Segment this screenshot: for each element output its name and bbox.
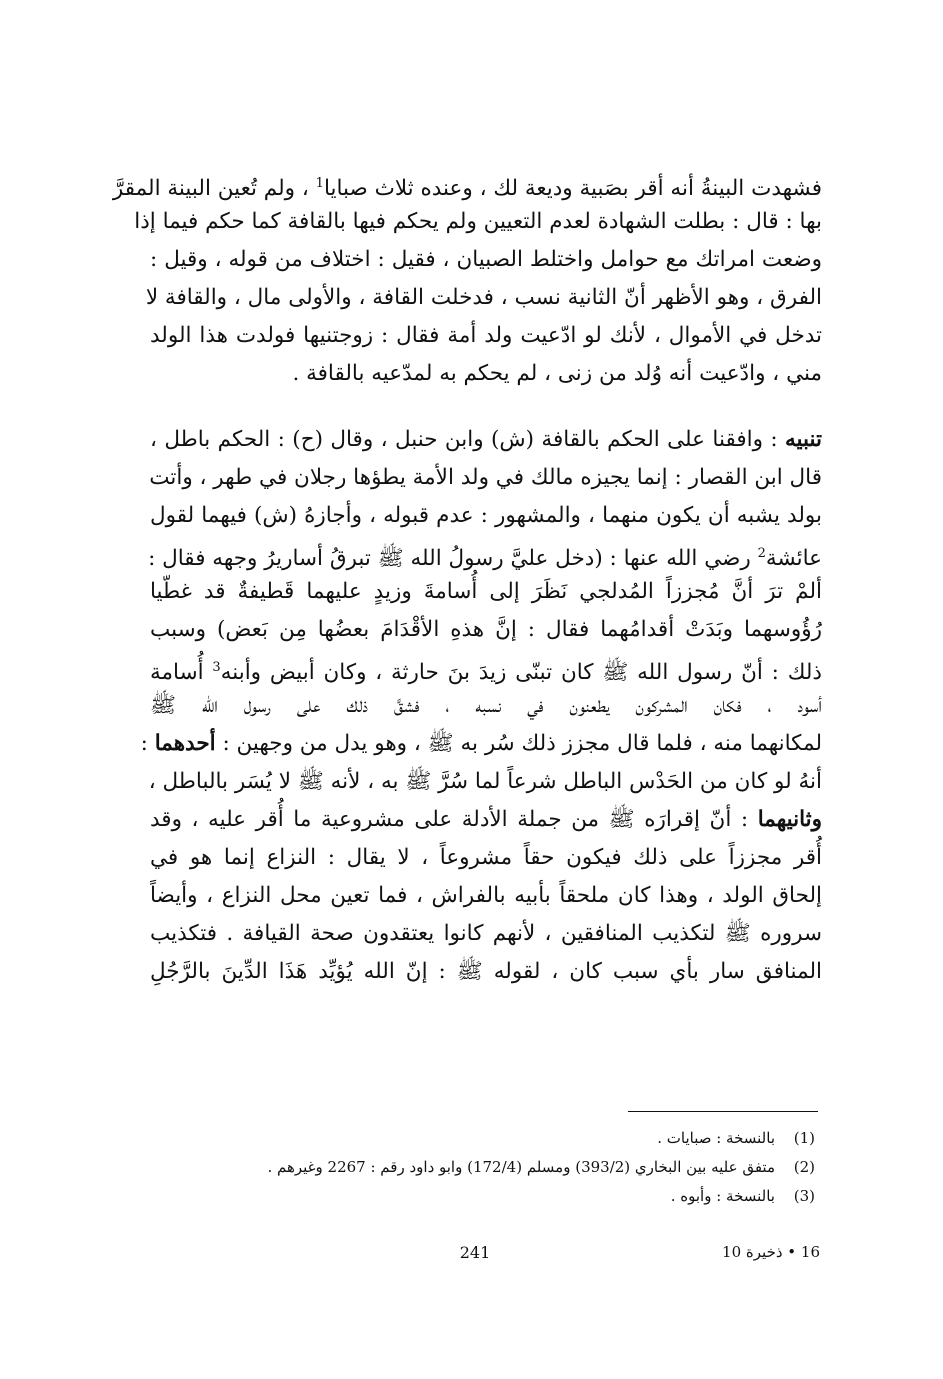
text-segment: ذلك : أنّ رسول الله ﷺ كان تبنّى زيدَ بنَ حارثة ، وكان أبيض وأبنه (220, 660, 822, 686)
main-text (112, 165, 822, 991)
text-line: رُؤُوسهما وبَدَتْ أقدامُهما فقال : إنَّ هذهِ الأقْدَامَ بعضُها مِن بَعض) وسبب (150, 617, 822, 642)
footnote-number: (3) (793, 1187, 815, 1205)
footnote-item (180, 1153, 815, 1182)
paragraph-gap (150, 393, 822, 421)
text-line: ألمْ ترَ أنَّ مُجززاً المُدلجي نَظَرَ إلى أُسامةَ وزيدٍ عليهما قَطيفةٌ قد غطّيا (150, 579, 822, 604)
text-segment: رضي الله عنها : (دخل عليَّ رسولُ الله ﷺ تبرقُ أساريرُ وجهه فقال : (148, 546, 751, 572)
text-segment: : أنّ إقرارَه ﷺ من جملة الأدلة على مشروعية ما أُقر عليه ، وقد (150, 807, 758, 832)
text-line: بها : قال : بطلت الشهادة لعدم التعيين ولم يحكم فيها بالقافة كما حكم فيما إذا (134, 209, 822, 234)
footnote-marker: 3 (212, 660, 221, 675)
footnote-number: (2) (793, 1158, 815, 1176)
note-label: تنبيه (785, 427, 822, 452)
first-point-label: أحدهما (154, 731, 216, 756)
text-line (150, 801, 822, 839)
text-line: أُقر مجززاً على ذلك فيكون حقاً مشروعاً ، لا يقال : النزاع إنما هو في (150, 845, 822, 870)
text-line: أسود ، فكان المشركون يطعنون في نسبه ، فشقَّ ذلك على رسول الله ﷺ (150, 693, 822, 718)
footnote-marker: 1 (315, 176, 324, 191)
text-line: وضعت امراتك مع حوامل واختلط الصبيان ، فقيل : اختلاف من قوله ، وقيل : (150, 247, 822, 272)
text-line: المنافق سار بأي سبب كان ، لقوله ﷺ : إنّ الله يُؤيِّد هَذَا الدِّينَ بالرَّجُلِ (150, 959, 822, 984)
footnote-number: (1) (793, 1129, 815, 1147)
footnote-divider (628, 1111, 818, 1112)
footnote-item (180, 1124, 815, 1153)
footnote-item (180, 1182, 815, 1211)
text-line: بولد يشبه أن يكون منهما ، والمشهور : عدم قبوله ، وأجازهُ (ش) فيهما لقول (150, 503, 822, 528)
footnotes (180, 1124, 815, 1211)
text-line: الفرق ، وهو الأظهر أنّ الثانية نسب ، فدخلت القافة ، والأولى مال ، والقافة لا (145, 285, 822, 310)
text-line: تدخل في الأموال ، لأنك لو ادّعيت ولد أمة فقال : زوجتنيها فولدت هذا الولد (150, 323, 822, 348)
text-line (150, 421, 822, 459)
footnote-text: متفق عليه بين البخاري (393/2) ومسلم (172/4) وابو داود رقم : 2267 وغيرهم . (267, 1158, 775, 1176)
footnote-marker: 2 (757, 546, 766, 561)
footnote-text: بالنسخة : وأبوه . (670, 1187, 775, 1205)
text-line: لمكانهما منه ، فلما قال مجزز ذلك سُر به ﷺ ، وهو يدل من وجهين : أحدهما : (140, 731, 822, 756)
text-segment: فشهدت البينةُ أنه أقر بصَبية وديعة لك ، وعنده ثلاث صبايا (323, 176, 822, 202)
text-line: إلحاق الولد ، وهذا كان ملحقاً بأبيه بالفراش ، فما تعين محل النزاع ، وأيضاً (150, 883, 822, 908)
text-segment: : وافقنا على الحكم بالقافة (ش) وابن حنبل ، وقال (ح) : الحكم باطل ، (150, 427, 786, 452)
printer-signature: 16 • ذخيرة 10 (722, 1243, 820, 1261)
text-line: مني ، وادّعيت أنه وُلد من زنى ، لم يحكم به لمدّعيه بالقافة . (292, 361, 822, 386)
text-line (150, 535, 822, 573)
text-segment: لمكانهما منه ، فلما قال مجزز ذلك سُر به ﷺ ، وهو يدل من وجهين : (222, 731, 822, 756)
text-segment: أُسامة (150, 660, 204, 686)
text-line: سروره ﷺ لتكذيب المنافقين ، لأنهم كانوا يعتقدون صحة القيافة . فتكذيب (150, 921, 822, 946)
page-number: 241 (459, 1243, 491, 1262)
text-line (112, 165, 822, 203)
text-segment: عائشة (765, 546, 822, 572)
text-line: قال ابن القصار : إنما يجيزه مالك في ولد الأمة يطؤها رجلان في طهر ، وأتت (149, 465, 822, 490)
text-line: أنهُ لو كان من الحَدْس الباطل شرعاً لما سُرَّ ﷺ به ، لأنه ﷺ لا يُسَر بالباطل ، (148, 769, 822, 794)
footnote-text: بالنسخة : صبايات . (657, 1129, 775, 1147)
text-segment: ، ولم تُعين البينة المقرَّ (112, 176, 316, 202)
second-point-label: وثانيهما (757, 807, 822, 832)
text-line (150, 649, 822, 687)
